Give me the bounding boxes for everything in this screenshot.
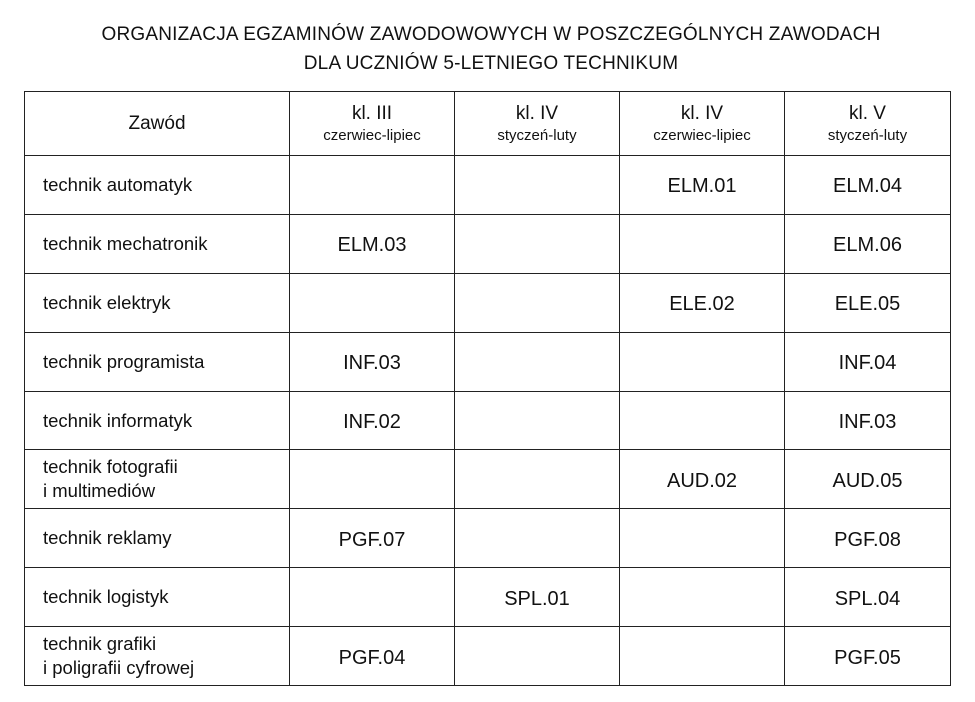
profession-name: technik automatyk xyxy=(43,173,193,195)
profession-cell xyxy=(25,214,290,273)
table-row xyxy=(25,332,951,391)
period-class-label: kl. IV xyxy=(515,102,559,124)
profession-cell xyxy=(25,568,290,627)
table-row xyxy=(25,627,951,686)
profession-cell xyxy=(25,509,290,568)
exam-code-cell xyxy=(455,332,620,391)
exam-code-cell: ELM.03 xyxy=(290,214,455,273)
table-row xyxy=(25,273,951,332)
profession-cell xyxy=(25,627,290,686)
column-header-period-4 xyxy=(785,92,951,156)
exam-code-cell xyxy=(620,391,785,450)
exam-code-cell xyxy=(290,273,455,332)
exam-code-cell xyxy=(455,214,620,273)
exam-code-cell: INF.03 xyxy=(785,391,951,450)
exam-code-cell: ELM.01 xyxy=(620,156,785,215)
profession-name: technik logistyk xyxy=(43,586,169,608)
profession-name: technik grafiki xyxy=(43,633,157,655)
profession-name: technik elektryk xyxy=(43,291,171,313)
exam-code-cell: AUD.05 xyxy=(785,450,951,509)
profession-name-line-2: i multimediów xyxy=(43,480,156,502)
period-months-label: czerwiec-lipiec xyxy=(323,126,421,144)
period-class-label: kl. V xyxy=(849,102,886,124)
profession-name: technik mechatronik xyxy=(43,232,208,254)
exam-code-cell: PGF.05 xyxy=(785,627,951,686)
title-line-2: DLA UCZNIÓW 5-LETNIEGO TECHNIKUM xyxy=(303,53,679,74)
profession-cell xyxy=(25,156,290,215)
column-header-period-3 xyxy=(620,92,785,156)
exam-code-cell: INF.04 xyxy=(785,332,951,391)
exam-code-cell: ELE.05 xyxy=(785,273,951,332)
exam-code-cell xyxy=(455,156,620,215)
exam-code-cell xyxy=(620,214,785,273)
table-row xyxy=(25,391,951,450)
title-line-1: ORGANIZACJA EGZAMINÓW ZAWODOWOWYCH W POSZCZEGÓLNYCH ZAWODACH xyxy=(101,24,881,45)
table-row xyxy=(25,214,951,273)
table-row xyxy=(25,568,951,627)
exam-schedule-table xyxy=(24,91,951,686)
period-months-label: czerwiec-lipiec xyxy=(653,126,751,144)
exam-code-cell xyxy=(290,568,455,627)
exam-code-cell: ELM.06 xyxy=(785,214,951,273)
exam-code-cell: SPL.04 xyxy=(785,568,951,627)
table-header-row xyxy=(25,92,951,156)
profession-cell xyxy=(25,450,290,509)
profession-name: technik programista xyxy=(43,350,205,372)
exam-code-cell xyxy=(455,273,620,332)
exam-code-cell: PGF.08 xyxy=(785,509,951,568)
column-header-period-1 xyxy=(290,92,455,156)
exam-code-cell: INF.02 xyxy=(290,391,455,450)
profession-cell xyxy=(25,273,290,332)
period-months-label: styczeń-luty xyxy=(827,126,908,144)
exam-code-cell xyxy=(455,450,620,509)
profession-name: technik reklamy xyxy=(43,527,172,549)
exam-code-cell: INF.03 xyxy=(290,332,455,391)
exam-code-cell xyxy=(620,509,785,568)
exam-code-cell: ELE.02 xyxy=(620,273,785,332)
period-class-label: kl. IV xyxy=(680,102,724,124)
exam-code-cell xyxy=(620,627,785,686)
period-class-label: kl. III xyxy=(351,102,393,124)
exam-code-cell: AUD.02 xyxy=(620,450,785,509)
table-row xyxy=(25,156,951,215)
profession-name: technik informatyk xyxy=(43,409,193,431)
exam-code-cell xyxy=(620,568,785,627)
column-header-period-2 xyxy=(455,92,620,156)
period-months-label: styczeń-luty xyxy=(497,126,577,144)
document-title xyxy=(0,20,975,78)
exam-code-cell xyxy=(620,332,785,391)
exam-code-cell: ELM.04 xyxy=(785,156,951,215)
profession-name-line-2: i poligrafii cyfrowej xyxy=(43,657,195,679)
column-header-profession: Zawód xyxy=(25,92,290,156)
table-row xyxy=(25,509,951,568)
table-row xyxy=(25,450,951,509)
exam-code-cell xyxy=(290,156,455,215)
profession-cell xyxy=(25,332,290,391)
exam-code-cell: SPL.01 xyxy=(455,568,620,627)
exam-code-cell xyxy=(455,391,620,450)
profession-name: technik fotografii xyxy=(43,456,178,478)
exam-code-cell: PGF.07 xyxy=(290,509,455,568)
exam-code-cell: PGF.04 xyxy=(290,627,455,686)
exam-code-cell xyxy=(455,509,620,568)
exam-code-cell xyxy=(455,627,620,686)
exam-code-cell xyxy=(290,450,455,509)
profession-cell xyxy=(25,391,290,450)
